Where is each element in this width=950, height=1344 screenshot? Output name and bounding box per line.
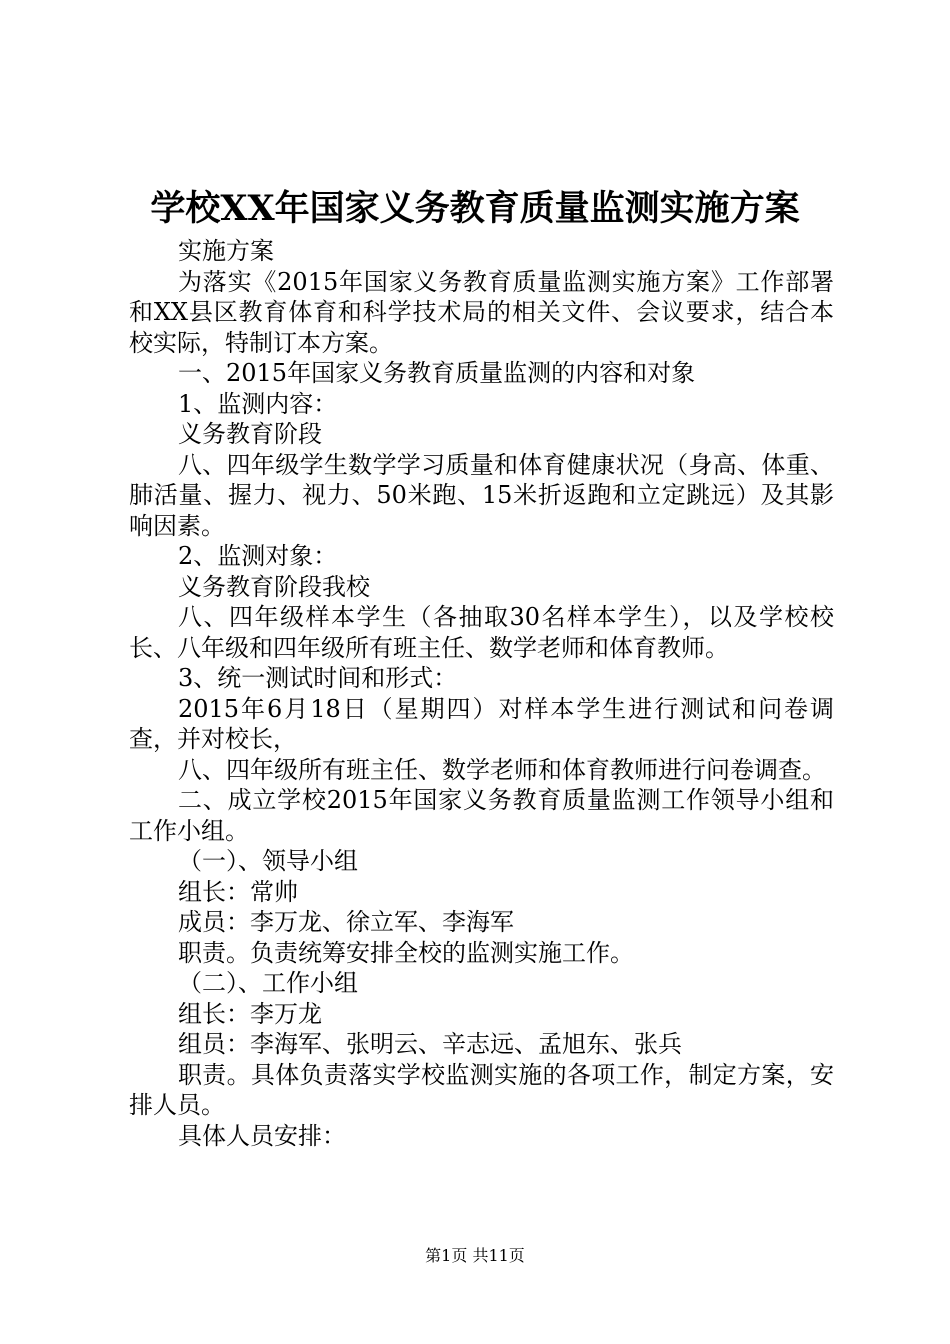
subheading-time: 3、统一测试时间和形式： [178, 664, 458, 692]
paragraph-time-detail: 2015年6月18日（星期四）对样本学生进行测试和问卷调查，并对校长， [129, 694, 834, 753]
subheading-content: 1、监测内容： [178, 389, 338, 418]
paragraph-duty: 职责。负责统筹安排全校的监测实施工作。 [178, 938, 634, 967]
paragraph-time-detail-2: 八、四年级所有班主任、数学老师和体育教师进行问卷调查。 [178, 755, 826, 784]
paragraph-heading: 实施方案 [178, 237, 274, 265]
section-heading-1: 一、2015年国家义务教育质量监测的内容和对象 [178, 359, 696, 387]
subheading-leadership: （一）、领导小组 [178, 847, 358, 875]
subheading-target: 2、监测对象： [178, 542, 338, 570]
paragraph-workgroup-duty: 职责。具体负责落实学校监测实施的各项工作，制定方案，安排人员。 [129, 1060, 834, 1119]
paragraph-target-detail: 八、四年级样本学生（各抽取30名样本学生），以及学校校长、八年级和四年级所有班主任、数学老师和体育教师。 [129, 603, 834, 662]
paragraph-arrangement: 具体人员安排： [178, 1121, 346, 1150]
document-title: 学校XX年国家义务教育质量监测实施方案 [150, 188, 800, 229]
paragraph-workgroup-members: 组员：李海军、张明云、辛志远、孟旭东、张兵 [178, 1030, 682, 1058]
paragraph-target-stage: 义务教育阶段我校 [178, 572, 370, 601]
document-body [129, 236, 834, 1151]
section-heading-2: 二、成立学校2015年国家义务教育质量监测工作领导小组和工作小组。 [129, 786, 834, 845]
subheading-workgroup: （二）、工作小组 [178, 969, 358, 997]
paragraph-content-detail: 八、四年级学生数学学习质量和体育健康状况（身高、体重、肺活量、握力、视力、50米跑、15米折返跑和立定跳远）及其影响因素。 [129, 450, 834, 540]
paragraph-stage: 义务教育阶段 [178, 420, 322, 448]
paragraph-members: 成员：李万龙、徐立军、李海军 [178, 908, 514, 936]
page-footer: 第1页 共11页 [425, 1246, 525, 1265]
paragraph-leader: 组长：常帅 [178, 877, 298, 906]
paragraph-workgroup-leader: 组长：李万龙 [178, 999, 322, 1028]
paragraph-intro: 为落实《2015年国家义务教育质量监测实施方案》工作部署和XX县区教育体育和科学技术局的相关文件、会议要求，结合本校实际，特制订本方案。 [129, 267, 834, 357]
